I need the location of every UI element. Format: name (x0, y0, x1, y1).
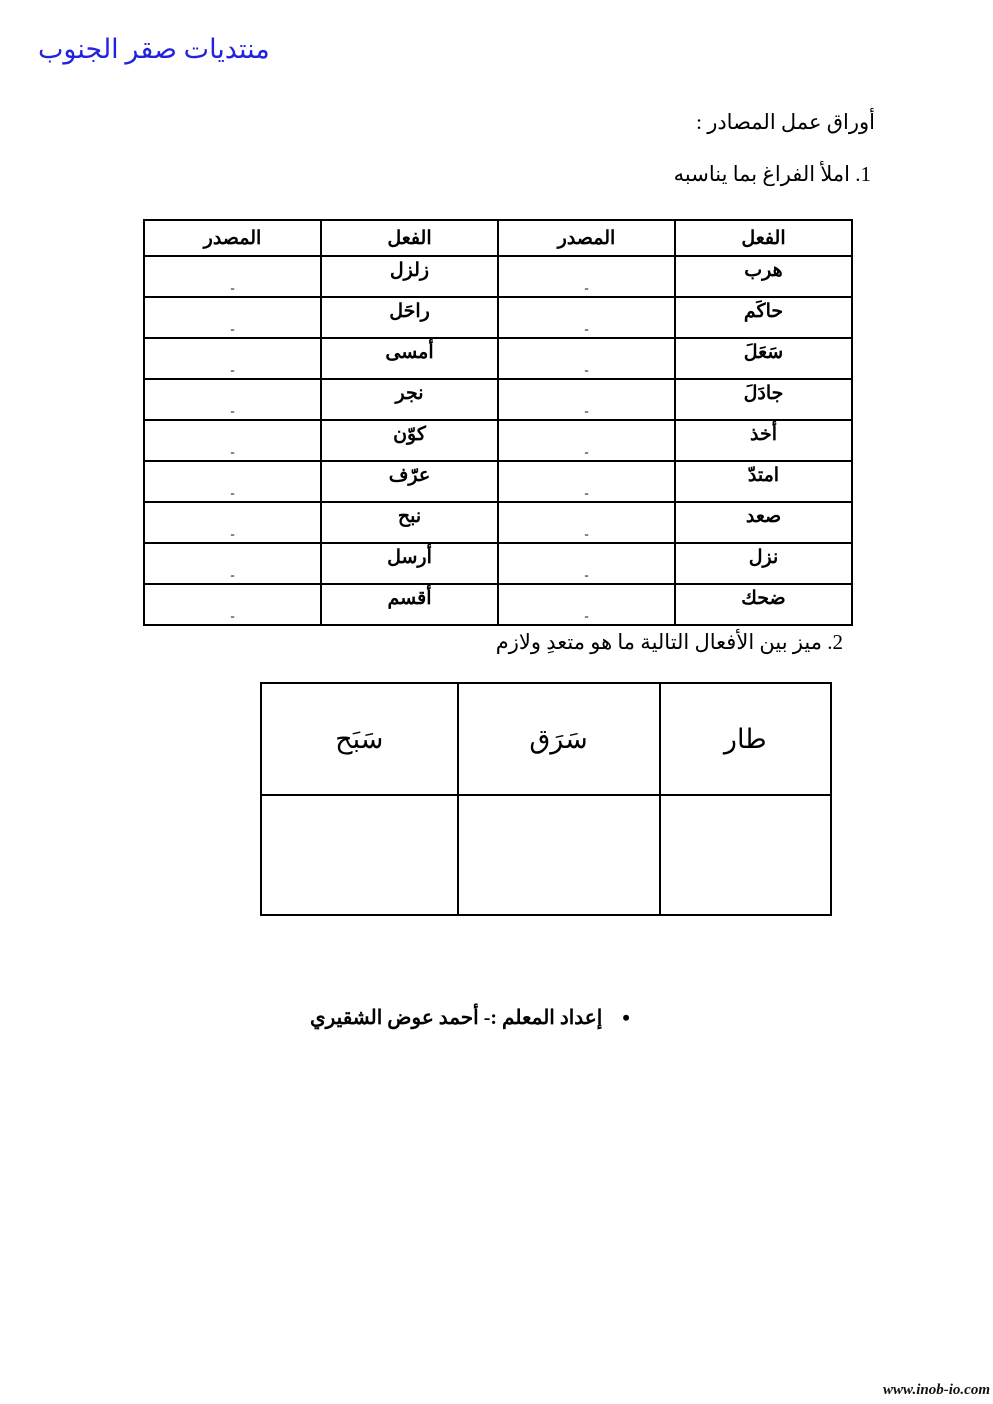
verb-cell: أخذ (675, 420, 852, 461)
verb-cell: امتدّ (675, 461, 852, 502)
answer-blank-cell (660, 795, 831, 915)
table-row (144, 502, 852, 543)
masdar-blank-cell: - (498, 297, 675, 338)
table-row (144, 338, 852, 379)
masdar-blank-cell: - (144, 338, 321, 379)
verb-cell: أقسم (321, 584, 498, 625)
answer-blank-cell (458, 795, 660, 915)
table-row (144, 379, 852, 420)
masdar-blank-cell: - (144, 543, 321, 584)
table-row (144, 297, 852, 338)
masdar-blank-cell: - (498, 256, 675, 297)
masdar-blank-cell: - (144, 502, 321, 543)
transitive-verbs-table (260, 682, 832, 916)
verb-cell: كوّن (321, 420, 498, 461)
answer-row (261, 795, 831, 915)
teacher-credit-text: إعداد المعلم :- أحمد عوض الشقيري (309, 1007, 603, 1029)
site-watermark: www.inob-io.com (883, 1382, 990, 1398)
verb-cell: حاكَم (675, 297, 852, 338)
verb-cell: سَبَح (261, 683, 458, 795)
masdar-blank-cell: - (498, 420, 675, 461)
masdar-blank-cell: - (498, 584, 675, 625)
table-row (144, 420, 852, 461)
table-row (144, 461, 852, 502)
masdar-blank-cell: - (498, 543, 675, 584)
verb-cell: نجر (321, 379, 498, 420)
verb-cell: عرّف (321, 461, 498, 502)
verb-cell: هرب (675, 256, 852, 297)
masdar-blank-cell: - (144, 584, 321, 625)
masdar-blank-cell: - (498, 502, 675, 543)
answer-blank-cell (261, 795, 458, 915)
masdar-fill-table (143, 219, 853, 626)
verb-cell: سَرَق (458, 683, 660, 795)
task2-instruction: 2. ميز بين الأفعال التالية ما هو متعدِ ولازم (495, 630, 843, 654)
header-verb-left: الفعل (321, 220, 498, 256)
table-row (144, 256, 852, 297)
masdar-blank-cell: - (144, 297, 321, 338)
verb-cell: نزل (675, 543, 852, 584)
worksheet-title: أوراق عمل المصادر : (696, 110, 875, 134)
table-row (144, 584, 852, 625)
verb-cell: راحَل (321, 297, 498, 338)
header-verb-right: الفعل (675, 220, 852, 256)
verb-cell: أمسى (321, 338, 498, 379)
verb-cell: أرسل (321, 543, 498, 584)
task1-instruction: 1. املأ الفراغ بما يناسبه (673, 162, 871, 186)
masdar-blank-cell: - (144, 420, 321, 461)
masdar-blank-cell: - (498, 461, 675, 502)
masdar-blank-cell: - (144, 461, 321, 502)
masdar-blank-cell: - (144, 256, 321, 297)
bullet-icon: • (622, 1005, 630, 1030)
header-masdar-right: المصدر (498, 220, 675, 256)
verb-cell: ضحك (675, 584, 852, 625)
table-header-row (144, 220, 852, 256)
verb-cell: طار (660, 683, 831, 795)
verb-cell: جادَلَ (675, 379, 852, 420)
table-row (144, 543, 852, 584)
verb-cell: نبح (321, 502, 498, 543)
verb-cell: سَعَلَ (675, 338, 852, 379)
verb-cell: زلزل (321, 256, 498, 297)
masdar-blank-cell: - (144, 379, 321, 420)
masdar-blank-cell: - (498, 379, 675, 420)
masdar-blank-cell: - (498, 338, 675, 379)
verbs-row (261, 683, 831, 795)
teacher-credit-line (310, 1005, 630, 1031)
verb-cell: صعد (675, 502, 852, 543)
header-masdar-left: المصدر (144, 220, 321, 256)
forum-title: منتديات صقر الجنوب (38, 34, 270, 64)
